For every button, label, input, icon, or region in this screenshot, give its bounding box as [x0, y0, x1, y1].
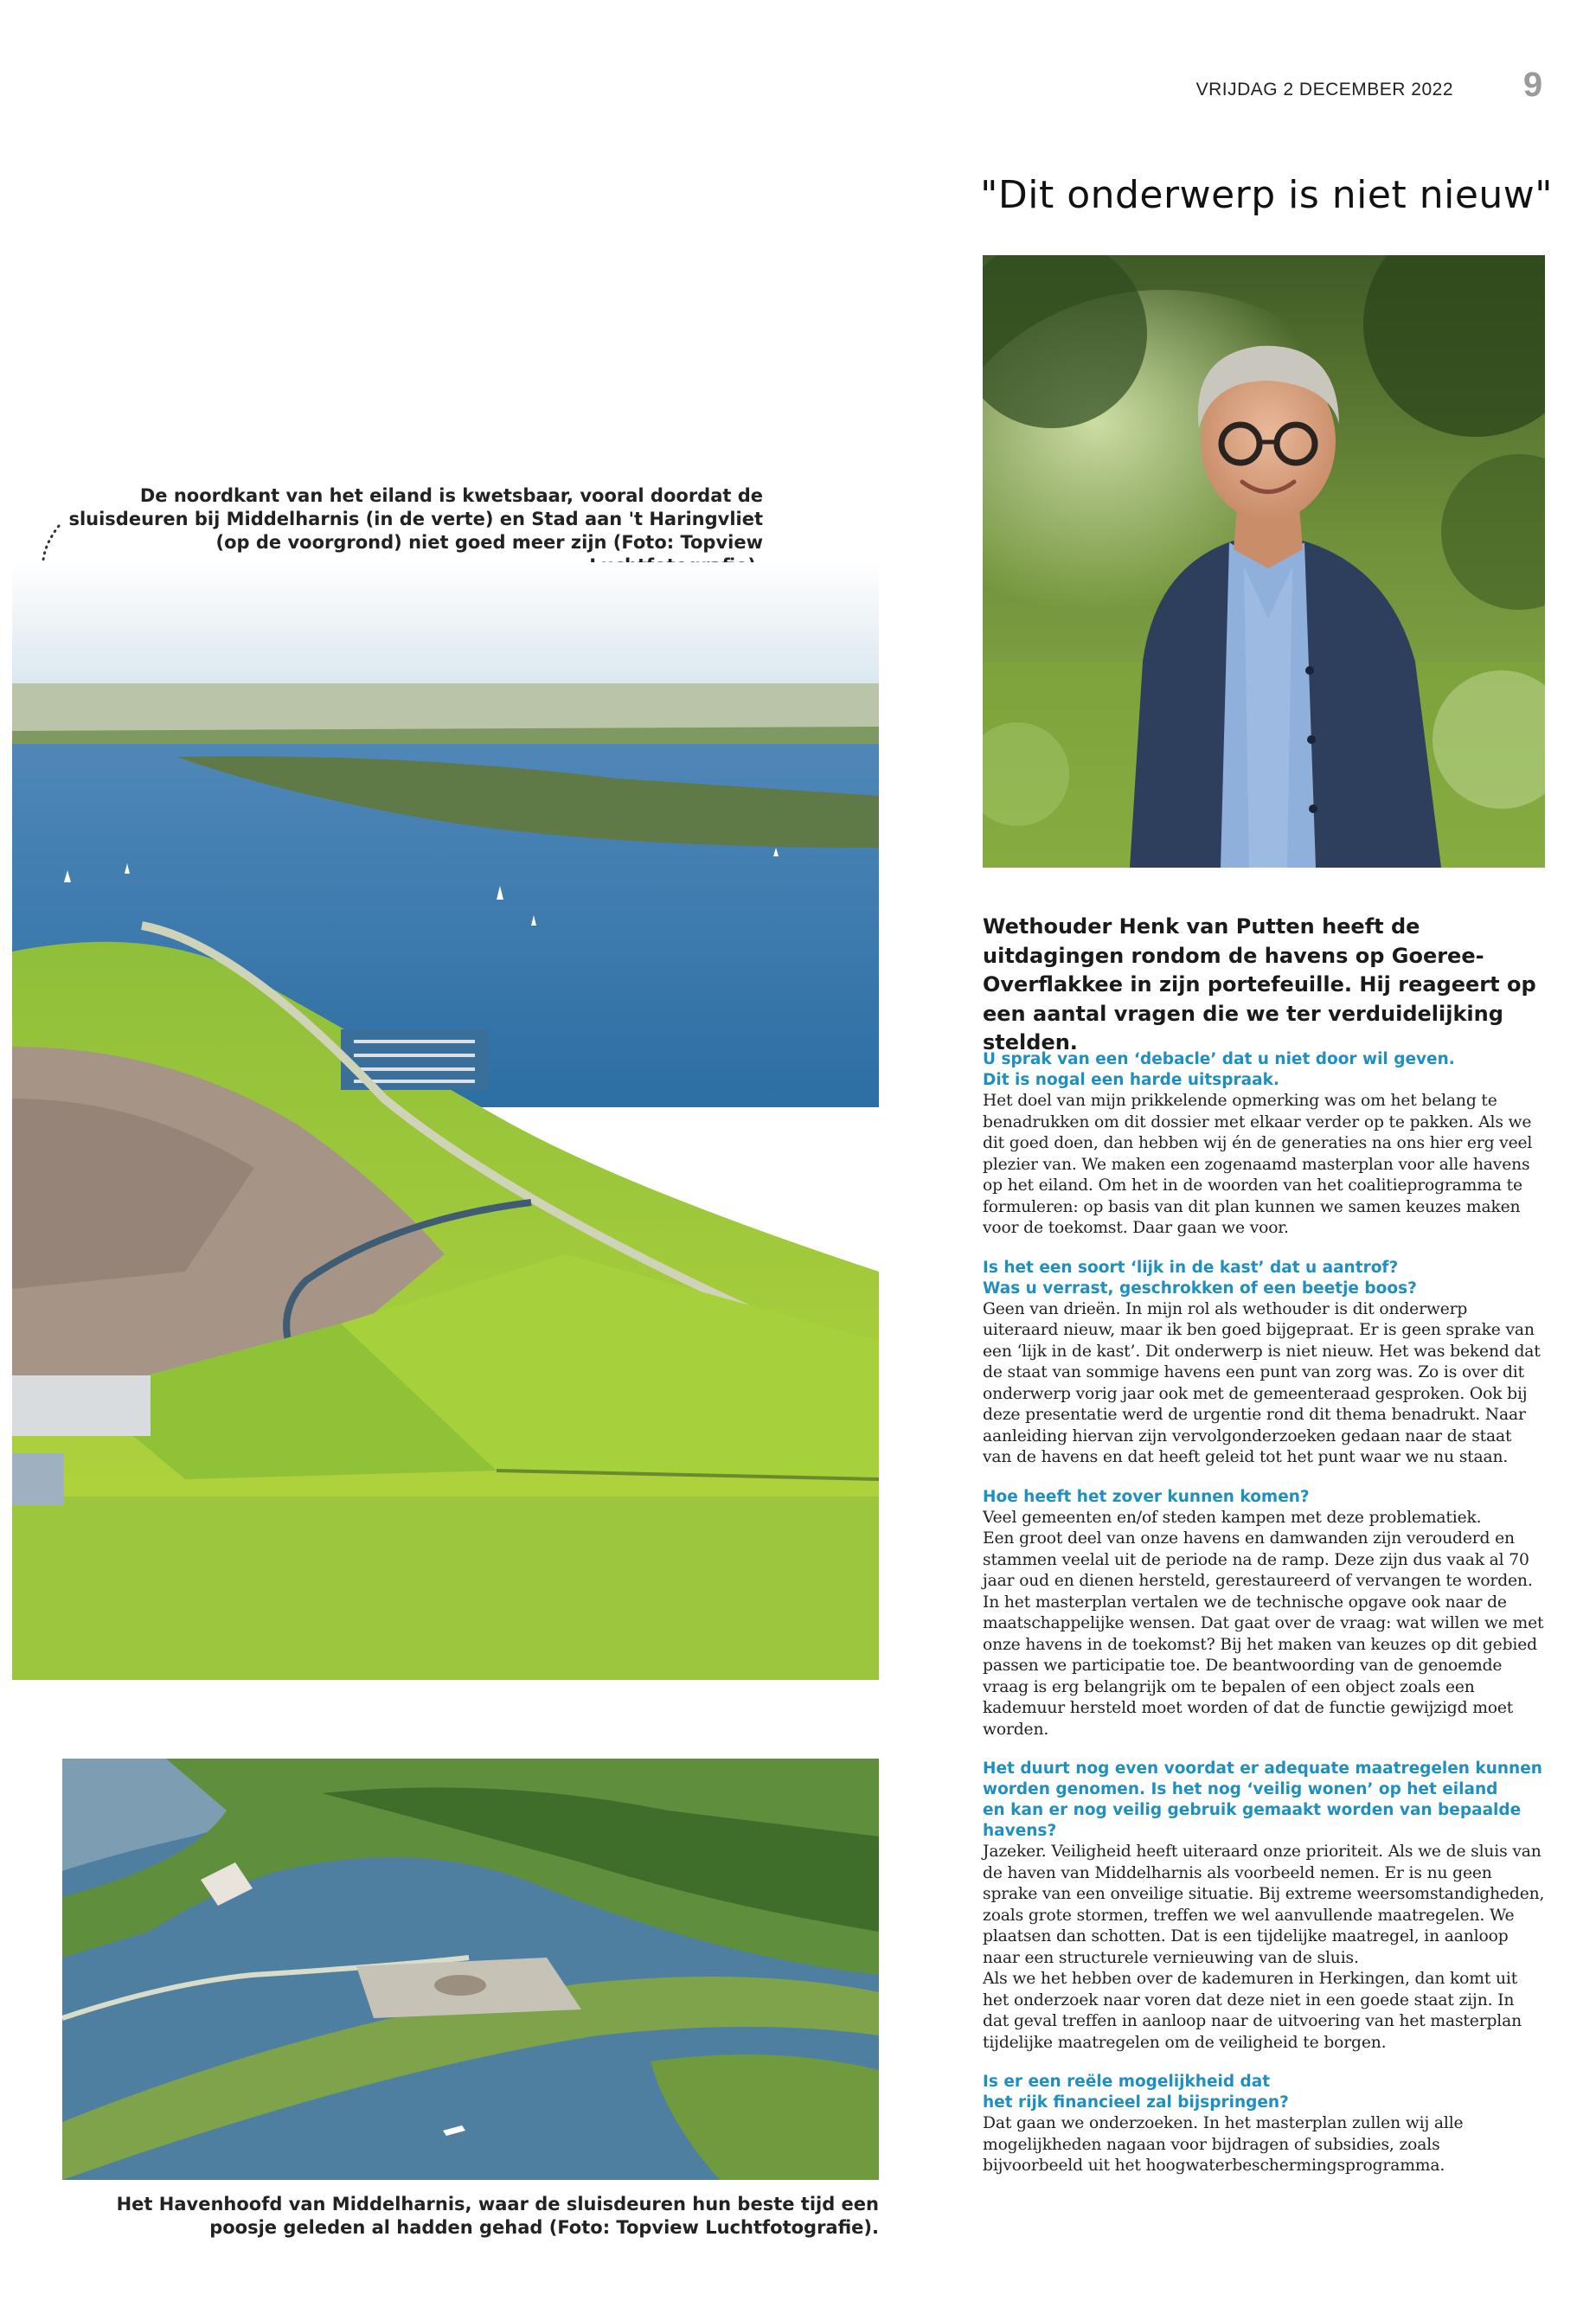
top-photo-caption: De noordkant van het eiland is kwetsbaar, vooral doordat de sluisdeuren bij Middelharnis (in de verte) en Stad aan 't Haringvliet (op de voorgrond) niet goed meer zijn (Foto: Topview [68, 485, 763, 553]
bottom-photo-caption: Het Havenhoofd van Middelharnis, waar de sluisdeuren hun beste tijd een poosje geleden al hadden gehad (Foto: Topview Luchtfotografie). [116, 2194, 879, 2238]
interview-answer: Veel gemeenten en/of steden kampen met deze problematiek. Een groot deel van onze havens en damwanden zijn verouderd en stammen veelal uit de periode na de ramp. Deze zijn dus vaak al 70 jaar oud en dienen hersteld, gerestaureerd of vervangen te worden. In het masterplan vertalen we de technische opgave ook naar de maatschappelijke wensen. Dat gaat over de vraag: wat willen we met onze havens in de toekomst? Bij het maken van keuzes op dit gebied passen we participatie toe. De beantwoording van de genoemde vraag is erg belangrijk om te bepalen of een object zoals een kademuur hersteld moet worden of dat de functie gewijzigd moet worden. [983, 1508, 1544, 1739]
qa-block [983, 1049, 1545, 1240]
interview-answer: Geen van drieën. In mijn rol als wethouder is dit onderwerp uiteraard nieuw, maar ik ben goed bijgepraat. Er is geen sprake van een ‘lijk in de kast’. Dit onderwerp is niet nieuw. Het was bekend dat de staat van sommige havens een punt van zorg was. Zo is over dit onderwerp vorig jaar ook met de gemeenteraad gesproken. Ook bij deze presentatie werd de urgentie rond dit thema benadrukt. Naar aanleiding hiervan zijn vervolgonderzoeken gedaan naar de staat van de havens en dat heeft geleid tot het punt waar we nu staan. [983, 1299, 1541, 1466]
portrait-illustration [983, 255, 1545, 868]
qa-block [983, 1258, 1545, 1469]
aerial-harbour-illustration [62, 1759, 879, 2180]
interview-question: Is er een reële mogelijkheid dat het rijk financieel zal bijspringen? [983, 2073, 1289, 2112]
interview-question: Het duurt nog even voordat er adequate maatregelen kunnen worden genomen. Is het nog ‘veilig wonen’ op het eiland en kan er nog veilig gebruik gemaakt worden van bepaalde havens? [983, 1759, 1542, 1840]
portrait-photo [983, 255, 1545, 868]
issue-date: VRIJDAG 2 DECEMBER 2022 [1195, 80, 1453, 99]
interview-question: Hoe heeft het zover kunnen komen? [983, 1487, 1310, 1506]
interview-answer: Dat gaan we onderzoeken. In het masterplan zullen wij alle mogelijkheden nagaan voor bijdragen of subsidies, zoals bijvoorbeeld uit het hoogwaterbeschermingsprogramma. [983, 2114, 1464, 2175]
interview-question: Is het een soort ‘lijk in de kast’ dat u aantrof? Was u verrast, geschrokken of een beetje boos? [983, 1258, 1417, 1298]
qa-block [983, 1759, 1545, 2054]
aerial-photo-havenhoofd [62, 1759, 879, 2180]
page-number: 9 [1522, 66, 1543, 104]
qa-block [983, 2072, 1545, 2177]
interview-answer: Jazeker. Veiligheid heeft uiteraard onze prioriteit. Als we de sluis van de haven van Middelharnis als voorbeeld nemen. Er is nu geen sprake van een onveilige situatie. Bij extreme weersomstandigheden, zoals grote stormen, treffen we wel aanvullende maatregelen. We plaatsen dan schotten. Dat is een tijdelijke maatregel, in aanloop naar een structurele vernieuwing van de sluis. Als we het hebben over de kademuren in Herkingen, dan komt uit het onderzoek naar voren dat deze niet in een goede staat zijn. In dat geval treffen in aanloop naar de uitvoering van het masterplan tijdelijke maatregelen om de veiligheid te borgen. [983, 1843, 1545, 2052]
aerial-photo-coast [12, 562, 879, 1680]
interview-column [983, 1049, 1545, 2195]
interview-answer: Het doel van mijn prikkelende opmerking was om het belang te benadrukken om dit dossier met elkaar verder op te pakken. Als we dit goed doen, dan hebben wij én de generaties na ons hier erg veel plezier van. We maken een zogenaamd masterplan voor alle havens op het eiland. Om het in de woorden van het coalitieprogramma te formuleren: op basis van dit plan kunnen we samen keuzes maken voor de toekomst. Daar gaan we voor. [983, 1092, 1533, 1237]
article-intro: Wethouder Henk van Putten heeft de uitdagingen rondom de havens op Goeree-Overflakkee in zijn portefeuille. Hij reageert op een aantal vragen die we ter verduidelijking stelden. [983, 914, 1536, 1054]
interview-question: U sprak van een ‘debacle’ dat u niet door wil geven. Dit is nogal een harde uitspraak. [983, 1050, 1455, 1089]
qa-block [983, 1487, 1545, 1741]
aerial-coast-illustration [12, 562, 879, 1680]
article-headline: "Dit onderwerp is niet nieuw" [980, 173, 1553, 217]
